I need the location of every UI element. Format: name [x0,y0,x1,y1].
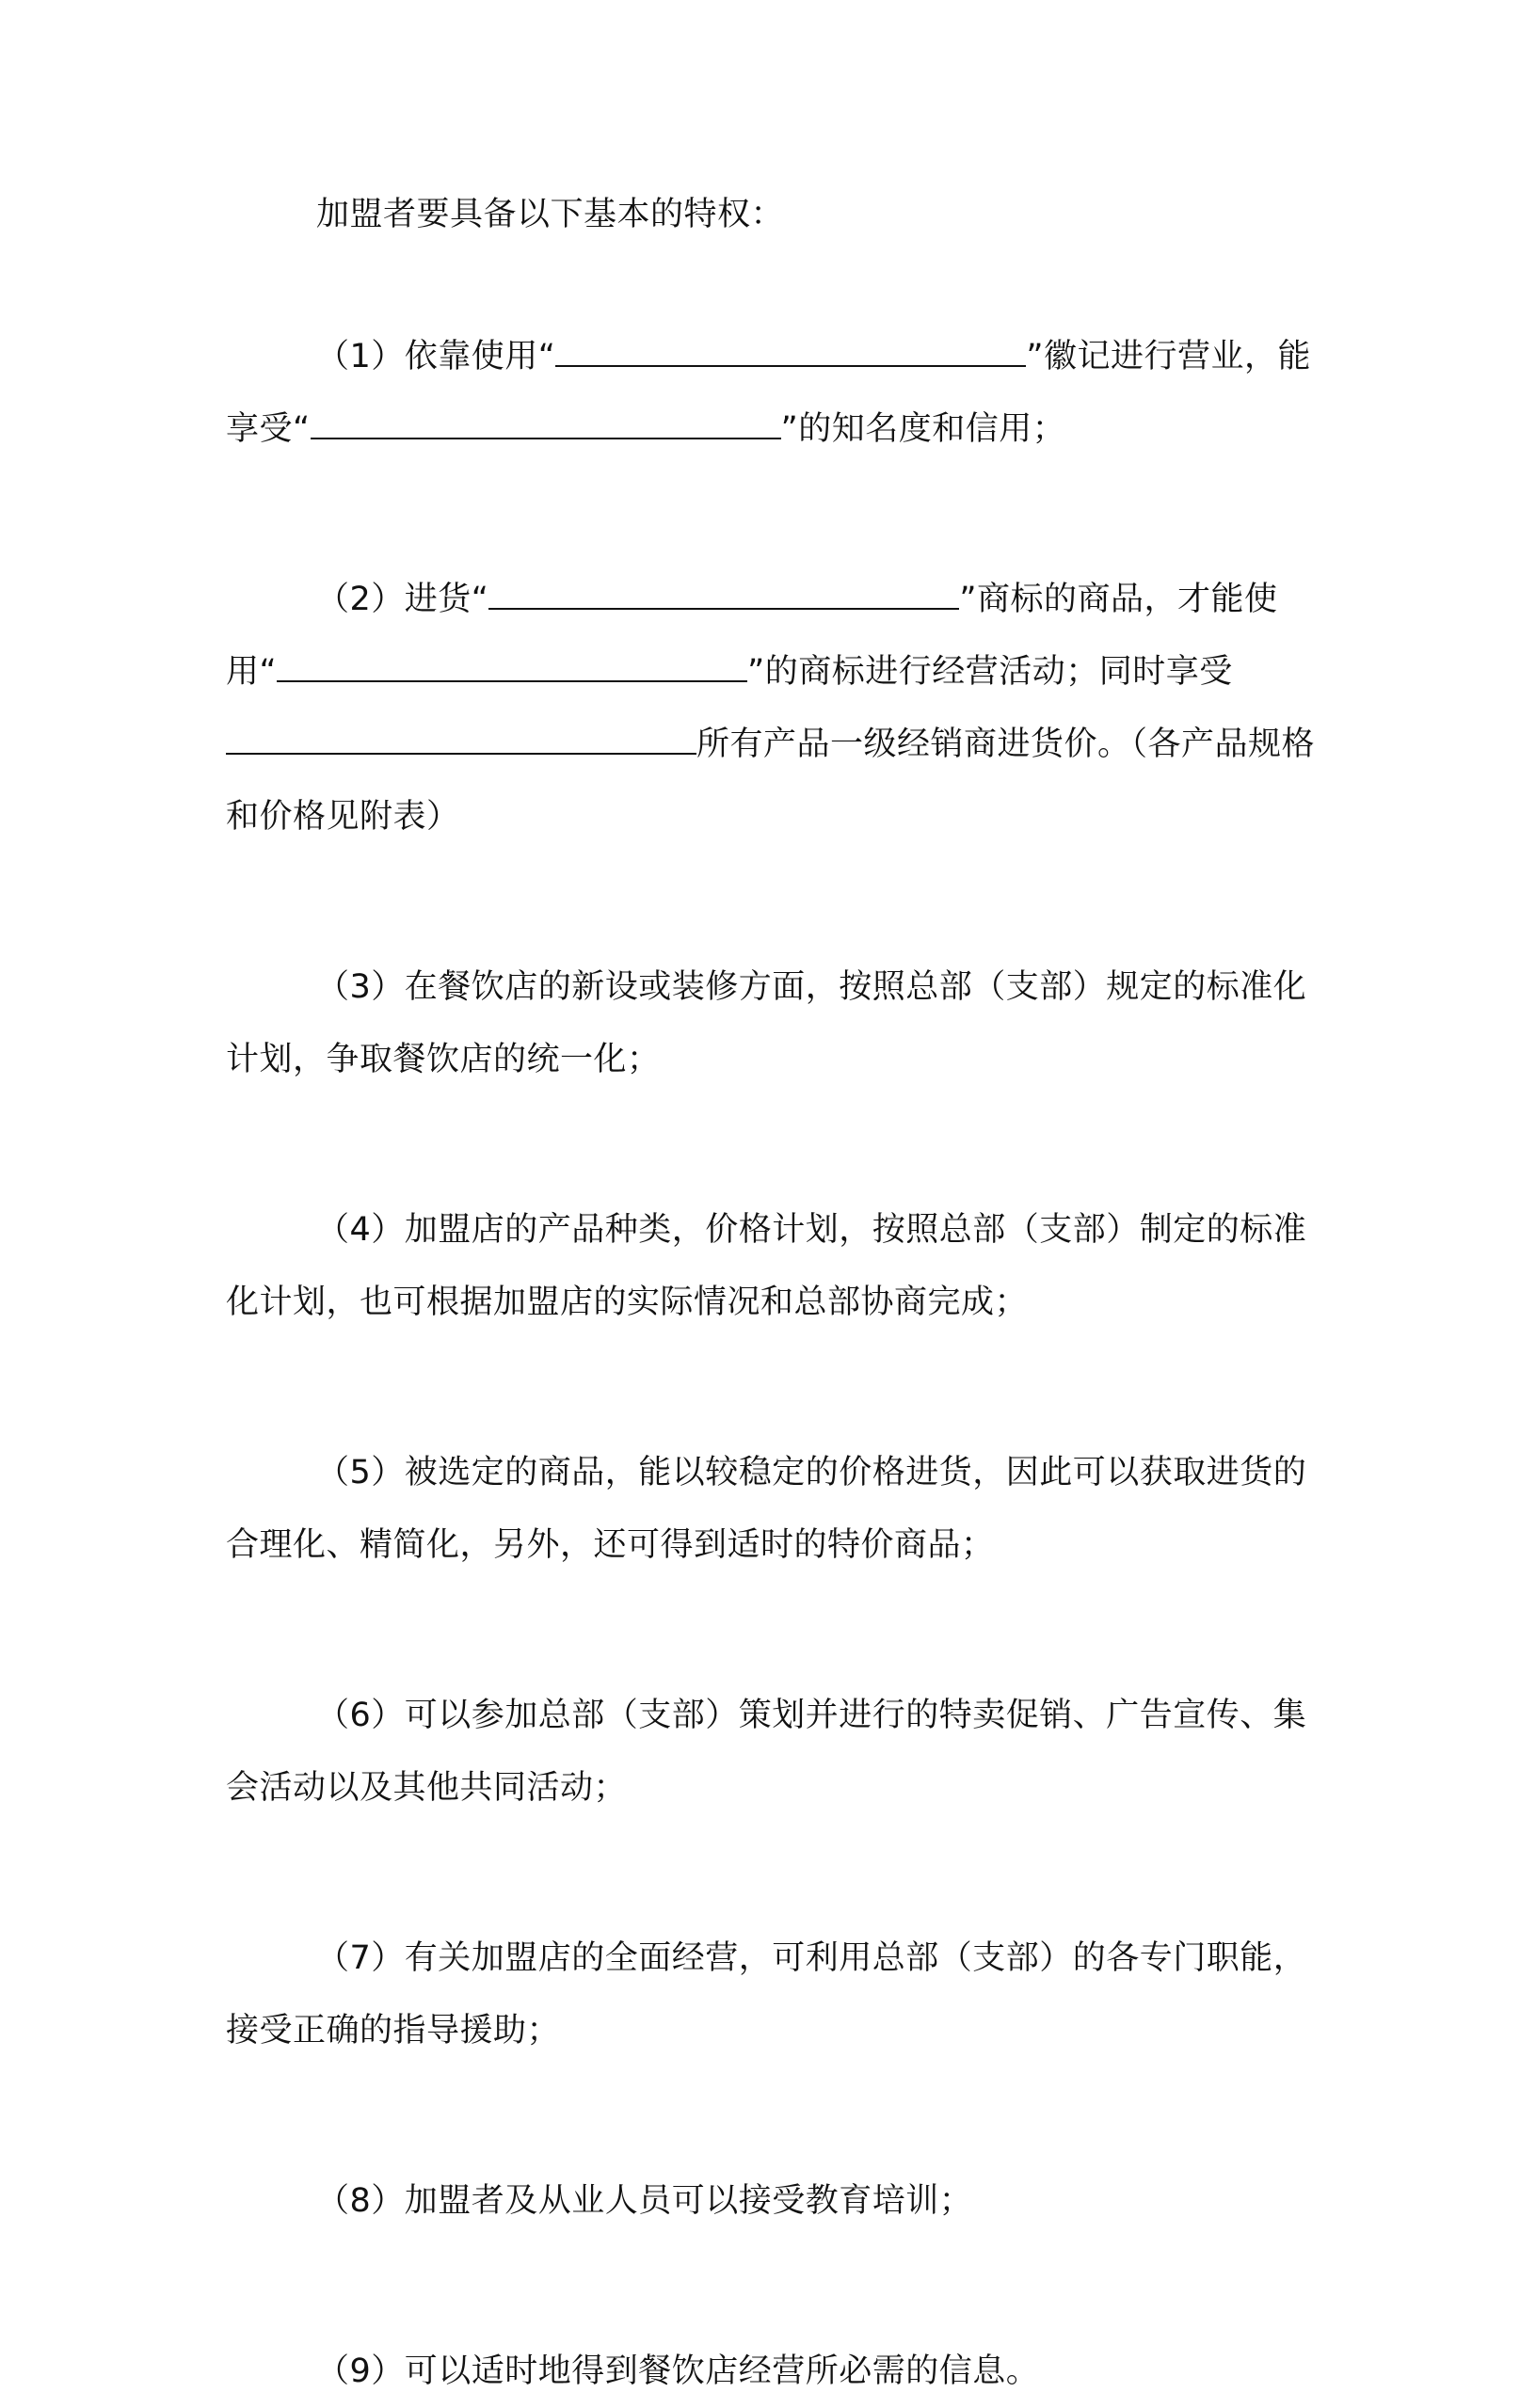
item-6-paragraph: （6）可以参加总部（支部）策划并进行的特卖促销、广告宣传、集会活动以及其他共同活动； [226,1697,1307,1807]
item-9-paragraph: （9）可以适时地得到餐饮店经营所必需的信息。 [316,2352,1040,2390]
item-2-blank-b[interactable] [277,648,747,682]
item-2-blank-a[interactable] [488,576,959,610]
item-4-paragraph: （4）加盟店的产品种类，价格计划，按照总部（支部）制定的标准化计划，也可根据加盟店的实际情况和总部协商完成； [226,1211,1307,1321]
item-2-text-a: （2）进货“ [316,581,489,618]
item-1-paragraph [226,321,1327,466]
item-7-paragraph: （7）有关加盟店的全面经营，可利用总部（支部）的各专门职能，接受正确的指导援助； [226,1939,1307,2049]
item-1-text-b: ”徽记进行营业，能享受“ [226,338,1312,448]
item-3-paragraph: （3）在餐饮店的新设或装修方面，按照总部（支部）规定的标准化计划，争取餐饮店的统一化； [226,968,1307,1078]
item-5-paragraph: （5）被选定的商品，能以较稳定的价格进货，因此可以获取进货的合理化、精简化，另外，还可得到适时的特价商品； [226,1454,1307,1564]
item-1-blank-a[interactable] [555,333,1026,367]
document-body [226,179,1327,2408]
item-1-text-c: ”的知名度和信用； [780,410,1066,448]
item-1-blank-b[interactable] [311,406,781,439]
intro-paragraph: 加盟者要具备以下基本的特权： [316,196,785,233]
item-1-text-a: （1）依靠使用“ [316,338,556,375]
item-2-paragraph [226,564,1327,853]
item-8-paragraph: （8）加盟者及从业人员可以接受教育培训； [316,2182,973,2220]
item-2-text-d: 所有产品一级经销商进货价。（各产品规格和价格见附表） [226,726,1316,836]
item-2-text-b: ”商标的商品，才能使用“ [226,581,1278,691]
item-2-text-c: ”的商标进行经营活动；同时享受 [747,653,1233,691]
item-2-blank-c[interactable] [226,721,696,755]
